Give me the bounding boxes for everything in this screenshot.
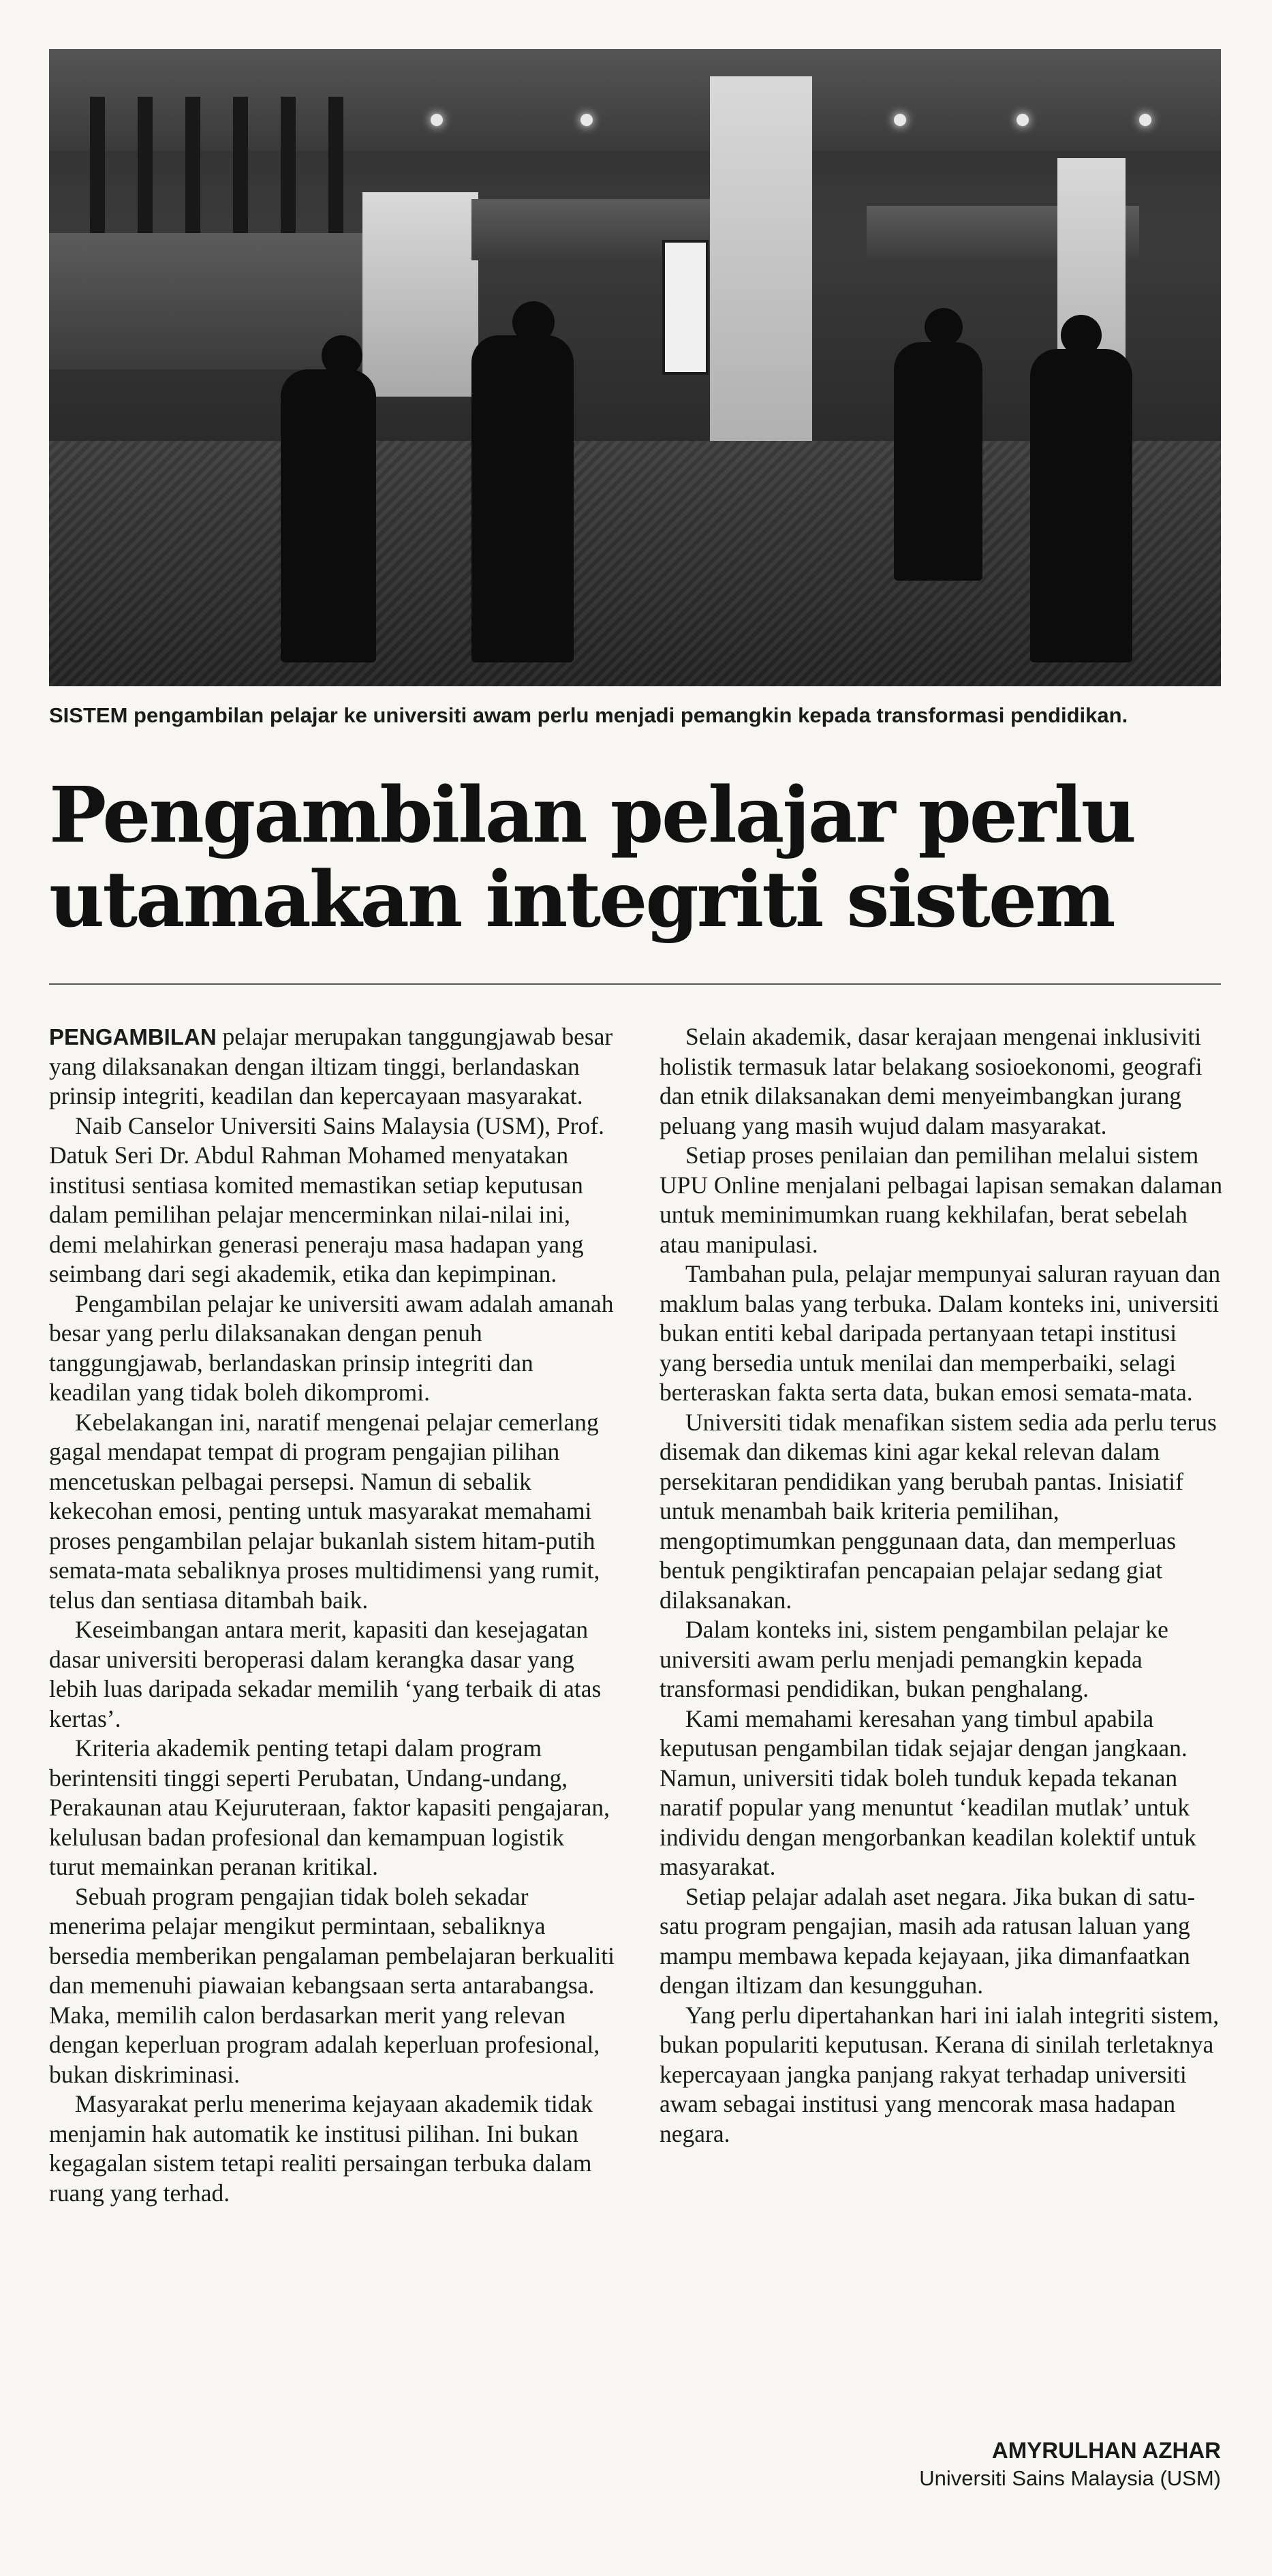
photo-kiosk <box>662 240 709 375</box>
photo-light <box>894 114 906 126</box>
article-paragraph: Dalam konteks ini, sistem pengambilan pelajar ke universiti awam perlu menjadi pemangkin kepada transformasi pendidikan, bukan penghalang. <box>660 1616 1168 1702</box>
author-name: AMYRULHAN AZHAR <box>991 2438 1221 2463</box>
article-paragraph: Tambahan pula, pelajar mempunyai saluran rayuan dan maklum balas yang terbuka. Dalam konteks ini, universiti bukan entiti kebal daripada pertanyaan tetapi institusi yang bersedia untuk menilai dan memperbaiki, selagi berteraskan fakta serta data, bukan emosi semata-mata. <box>660 1260 1221 1406</box>
photo-ceiling <box>49 49 1221 151</box>
photo-pillar <box>138 97 153 254</box>
photo-visitor-head <box>925 308 963 346</box>
photo-light <box>580 114 593 126</box>
photo-booth <box>49 233 362 369</box>
article-headline: Pengambilan pelajar perlu utamakan integriti sistem <box>49 771 1135 945</box>
article-paragraph: Setiap pelajar adalah aset negara. Jika bukan di satu-satu program pengajian, masih ada ratusan laluan yang mampu membawa kepada kejayaan, jika dimanfaatkan dengan iltizam dan kesungguhan. <box>660 1882 1196 1999</box>
article-paragraph: Kami memahami keresahan yang timbul apabila keputusan pengambilan tidak sejajar dengan jangkaan. Namun, universiti tidak boleh tunduk kepada tekanan naratif popular yang menuntut ‘keadilan mutlak’ untuk individu dengan mengorbankan keadilan kolektif untuk masyarakat. <box>660 1704 1196 1880</box>
article-paragraph <box>49 1022 615 1111</box>
photo-visitor <box>471 335 574 662</box>
author-affiliation: Universiti Sains Malaysia (USM) <box>919 2466 1221 2490</box>
caption-text: pengambilan pelajar ke universiti awam perlu menjadi pemangkin kepada transformasi pendidikan. <box>127 703 1128 727</box>
photo-light <box>1017 114 1029 126</box>
article-paragraph: Masyarakat perlu menerima kejayaan akademik tidak menjamin hak automatik ke institusi pilihan. Ini bukan kegagalan sistem tetapi realiti persaingan terbuka dalam ruang yang terhad. <box>49 2090 593 2207</box>
caption-lead-word: SISTEM <box>49 703 128 727</box>
article-paragraph: Yang perlu dipertahankan hari ini ialah integriti sistem, bukan populariti keputusan. Kerana di sinilah terletaknya kepercayaan jangka panjang rakyat terhadap universiti awam sebagai institusi yang mencorak masa hadapan negara. <box>660 2001 1220 2147</box>
article-column-left <box>49 1022 615 2208</box>
article-paragraph: Pengambilan pelajar ke universiti awam adalah amanah besar yang perlu dilaksanakan dengan penuh tanggungjawab, berlandaskan prinsip integriti dan keadilan yang tidak boleh dikompromi. <box>49 1289 614 1406</box>
article-paragraph: Universiti tidak menafikan sistem sedia ada perlu terus disemak dan dikemas kini agar kekal relevan dalam persekitaran pendidikan yang berubah pantas. Inisiatif untuk menambah baik kriteria pemilihan, mengoptimumkan penggunaan data, dan memperluas bentuk pengiktirafan pencapaian pelajar sedang giat dilaksanakan. <box>660 1408 1217 1614</box>
photo-pillar <box>90 97 105 254</box>
photo-visitor <box>1030 349 1132 662</box>
byline <box>919 2436 1221 2492</box>
article-paragraph: Sebuah program pengajian tidak boleh sekadar menerima pelajar mengikut permintaan, sebaliknya bersedia memberikan pengalaman pembelajaran berkualiti dan memenuhi piawaian kebangsaan serta antarabangsa. Maka, memilih calon berdasarkan merit yang relevan dengan keperluan program adalah keperluan profesional, bukan diskriminasi. <box>49 1882 615 2088</box>
headline-divider <box>49 983 1221 985</box>
photo-light <box>1139 114 1151 126</box>
photo-visitor <box>281 369 376 662</box>
article-paragraph: Keseimbangan antara merit, kapasiti dan kesejagatan dasar universiti beroperasi dalam kerangka dasar yang lebih luas daripada sekadar memilih ‘yang terbaik di atas kertas’. <box>49 1616 602 1732</box>
article-paragraph: Naib Canselor Universiti Sains Malaysia (USM), Prof. Datuk Seri Dr. Abdul Rahman Mohamed menyatakan institusi sentiasa komited memastikan setiap keputusan dalam pemilihan pelajar mencerminkan nilai-nilai ini, demi melahirkan generasi peneraju masa hadapan yang seimbang dari segi akademik, etika dan kepimpinan. <box>49 1111 604 1287</box>
photo-pillar <box>328 97 343 254</box>
article-paragraph: Setiap proses penilaian dan pemilihan melalui sistem UPU Online menjalani pelbagai lapisan semakan dalaman untuk meminimumkan ruang kekhilafan, berat sebelah atau manipulasi. <box>660 1141 1223 1258</box>
photo-booth <box>362 192 478 397</box>
photo-light <box>431 114 443 126</box>
article-photo <box>49 49 1221 686</box>
photo-visitor <box>894 342 982 581</box>
paragraph-text: pelajar merupakan tanggungjawab besar yang dilaksanakan dengan iltizam tinggi, berlandaskan prinsip integriti, keadilan dan kepercayaan masyarakat. <box>49 1023 613 1109</box>
photo-pillar <box>185 97 200 254</box>
photo-pillar <box>281 97 296 254</box>
article-paragraph: Selain akademik, dasar kerajaan mengenai inklusiviti holistik termasuk latar belakang sosioekonomi, geografi dan etnik dilaksanakan demi menyeimbangkan jurang peluang yang masih wujud dalam masyarakat. <box>660 1023 1203 1139</box>
article-column-right <box>660 1022 1225 2149</box>
photo-pillar <box>233 97 248 254</box>
photo-caption <box>49 702 1207 729</box>
article-paragraph: Kebelakangan ini, naratif mengenai pelajar cemerlang gagal mendapat tempat di program pengajian pilihan mencetuskan pelbagai persepsi. Namun di sebalik kekecohan emosi, penting untuk masyarakat memahami proses pengambilan pelajar bukanlah sistem hitam-putih semata-mata sebaliknya proses multidimensi yang rumit, telus dan sentiasa ditambah baik. <box>49 1408 600 1614</box>
article-paragraph: Kriteria akademik penting tetapi dalam program berintensiti tinggi seperti Perubatan, Undang-undang, Perakaunan atau Kejuruteraan, faktor kapasiti pengajaran, kelulusan badan profesional dan kemampuan logistik turut memainkan peranan kritikal. <box>49 1734 610 1880</box>
article-lead-word: PENGAMBILAN <box>49 1024 217 1049</box>
